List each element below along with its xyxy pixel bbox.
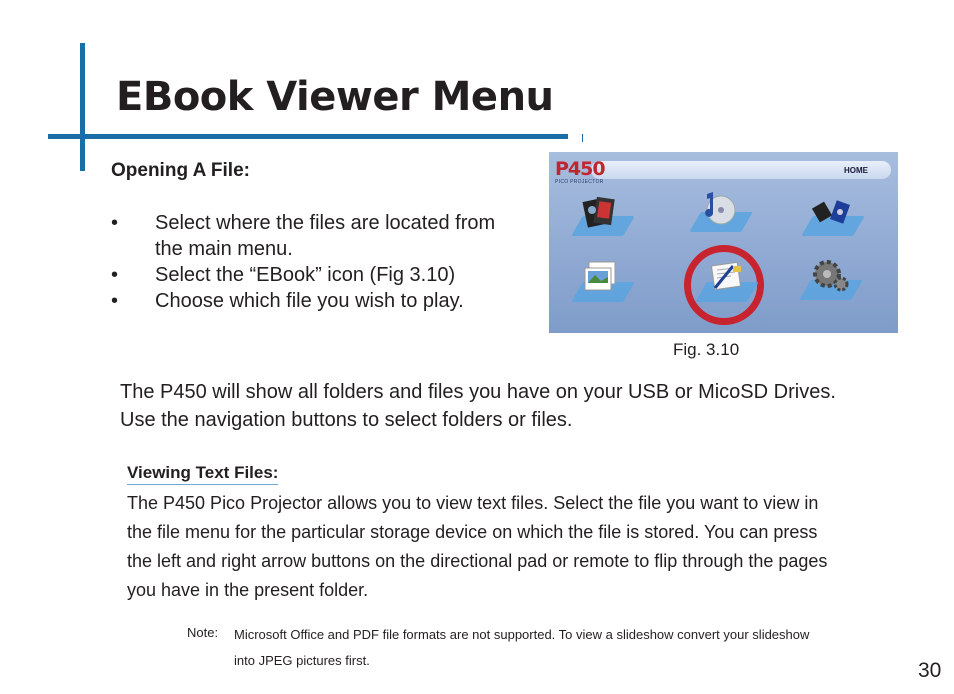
accent-horizontal-bar bbox=[48, 134, 568, 139]
list-item bbox=[111, 288, 551, 314]
photo-icon bbox=[581, 260, 623, 296]
step-text: the main menu. bbox=[155, 238, 293, 260]
bullet-marker: • bbox=[111, 264, 119, 286]
music-icon bbox=[699, 190, 741, 226]
page-number: 30 bbox=[918, 659, 942, 682]
photo-tile bbox=[571, 260, 629, 308]
note-line: Microsoft Office and PDF file formats are not supported. To view a slideshow convert your slideshow bbox=[234, 627, 810, 642]
note-text bbox=[234, 622, 894, 674]
viewing-text-files-heading: Viewing Text Files: bbox=[127, 463, 278, 485]
ebook-icon bbox=[705, 260, 747, 296]
settings-icon bbox=[809, 258, 851, 294]
connector-icon bbox=[811, 194, 853, 230]
home-label: HOME bbox=[844, 166, 868, 175]
page-title: EBook Viewer Menu bbox=[116, 74, 554, 120]
connector-tile bbox=[801, 194, 859, 242]
settings-tile bbox=[799, 258, 857, 306]
opening-file-heading: Opening A File: bbox=[111, 160, 250, 181]
viewing-line: the left and right arrow buttons on the directional pad or remote to flip through the pages bbox=[127, 551, 828, 571]
bullet-marker: • bbox=[111, 290, 119, 312]
video-tile bbox=[571, 194, 629, 242]
note-label: Note: bbox=[187, 625, 219, 640]
opening-steps-list bbox=[111, 210, 551, 314]
viewing-line: The P450 Pico Projector allows you to view text files. Select the file you want to view in bbox=[127, 493, 819, 513]
step-text: Select the “EBook” icon (Fig 3.10) bbox=[155, 264, 456, 286]
intro-paragraph bbox=[120, 378, 920, 434]
viewing-paragraph bbox=[127, 489, 897, 605]
accent-vertical-bar bbox=[80, 43, 85, 171]
step-text: Choose which file you wish to play. bbox=[155, 290, 464, 312]
note-line: into JPEG pictures first. bbox=[234, 653, 370, 668]
bullet-marker: • bbox=[111, 212, 119, 234]
ebook-tile bbox=[695, 260, 753, 308]
music-tile bbox=[689, 190, 747, 238]
video-icon bbox=[581, 194, 623, 230]
main-menu-screenshot bbox=[549, 152, 898, 333]
list-item bbox=[111, 262, 551, 288]
brand-logo: P450 bbox=[555, 158, 605, 180]
list-item bbox=[111, 210, 551, 262]
brand-subtitle: PICO PROJECTOR bbox=[555, 179, 604, 185]
intro-line: Use the navigation buttons to select folders or files. bbox=[120, 409, 573, 431]
viewing-line: you have in the present folder. bbox=[127, 580, 369, 600]
step-text: Select where the files are located from bbox=[155, 212, 496, 234]
viewing-line: the file menu for the particular storage device on which the file is stored. You can press bbox=[127, 522, 818, 542]
figure-caption: Fig. 3.10 bbox=[673, 340, 740, 359]
intro-line: The P450 will show all folders and files you have on your USB or MicoSD Drives. bbox=[120, 381, 836, 403]
accent-tick bbox=[582, 134, 583, 142]
